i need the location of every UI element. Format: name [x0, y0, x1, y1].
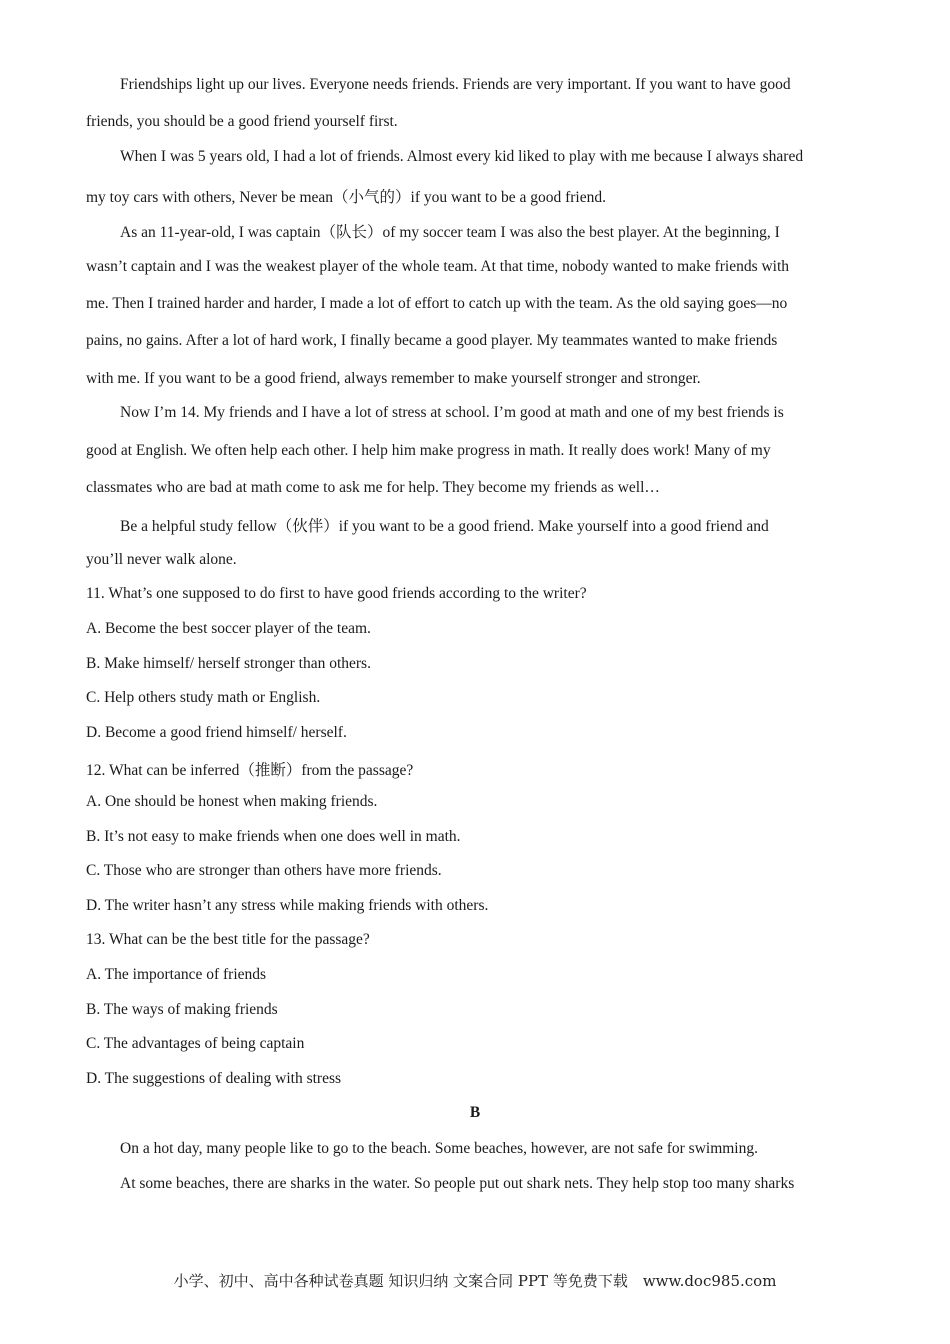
page-footer: 小学、初中、高中各种试卷真题 知识归纳 文案合同 PPT 等免费下载 www.doc985.com [173, 1272, 777, 1290]
question-12-option-a: A. One should be honest when making friends. [86, 793, 378, 810]
question-11-option-c: C. Help others study math or English. [86, 689, 321, 706]
question-11-option-b: B. Make himself/ herself stronger than others. [86, 655, 371, 672]
question-13-option-d: D. The suggestions of dealing with stress [86, 1070, 342, 1087]
passage-p4-line2: good at English. We often help each other. I help him make progress in math. It really does work! Many of my [86, 442, 771, 459]
question-13-option-a: A. The importance of friends [86, 966, 267, 983]
passage-p3-line3: me. Then I trained harder and harder, I made a lot of effort to catch up with the team. As the old saying goes—no [86, 295, 788, 312]
passage-p3-line2: wasn’t captain and I was the weakest player of the whole team. At that time, nobody wanted to make friends with [86, 258, 790, 275]
passage-p3-line1: As an 11-year-old, I was captain（队长）of my soccer team I was also the best player. At the beginning, I [120, 224, 780, 241]
section-b-line2: At some beaches, there are sharks in the water. So people put out shark nets. They help stop too many sharks [120, 1175, 795, 1192]
passage-p5-line1: Be a helpful study fellow（伙伴）if you want to be a good friend. Make yourself into a good friend and [120, 518, 769, 535]
passage-p4-line3: classmates who are bad at math come to ask me for help. They become my friends as well… [86, 479, 660, 496]
question-11-option-a: A. Become the best soccer player of the team. [86, 620, 371, 637]
passage-p2-line2: my toy cars with others, Never be mean（小气的）if you want to be a good friend. [86, 189, 606, 206]
section-b-heading: B [469, 1104, 481, 1121]
question-12-option-d: D. The writer hasn’t any stress while making friends with others. [86, 897, 489, 914]
question-12-option-c: C. Those who are stronger than others have more friends. [86, 862, 442, 879]
passage-p3-line4: pains, no gains. After a lot of hard work, I finally became a good player. My teammates wanted to make friends [86, 332, 778, 349]
question-11-option-d: D. Become a good friend himself/ herself. [86, 724, 347, 741]
passage-p1-line1: Friendships light up our lives. Everyone needs friends. Friends are very important. If you want to have good [120, 76, 791, 93]
passage-p2-line1: When I was 5 years old, I had a lot of friends. Almost every kid liked to play with me because I always shared [120, 148, 804, 165]
section-b-line1: On a hot day, many people like to go to the beach. Some beaches, however, are not safe for swimming. [120, 1140, 758, 1157]
question-13-option-c: C. The advantages of being captain [86, 1035, 305, 1052]
question-13-option-b: B. The ways of making friends [86, 1001, 278, 1018]
question-13-stem: 13. What can be the best title for the passage? [86, 931, 370, 948]
passage-p3-line5: with me. If you want to be a good friend, always remember to make yourself stronger and stronger. [86, 370, 701, 387]
question-12-option-b: B. It’s not easy to make friends when one does well in math. [86, 828, 461, 845]
passage-p1-line2: friends, you should be a good friend yourself first. [86, 113, 398, 130]
passage-p5-line2: you’ll never walk alone. [86, 551, 237, 568]
passage-p4-line1: Now I’m 14. My friends and I have a lot of stress at school. I’m good at math and one of my best friends is [120, 404, 784, 421]
question-12-stem: 12. What can be inferred（推断）from the passage? [86, 762, 414, 779]
question-11-stem: 11. What’s one supposed to do first to have good friends according to the writer? [86, 585, 587, 602]
